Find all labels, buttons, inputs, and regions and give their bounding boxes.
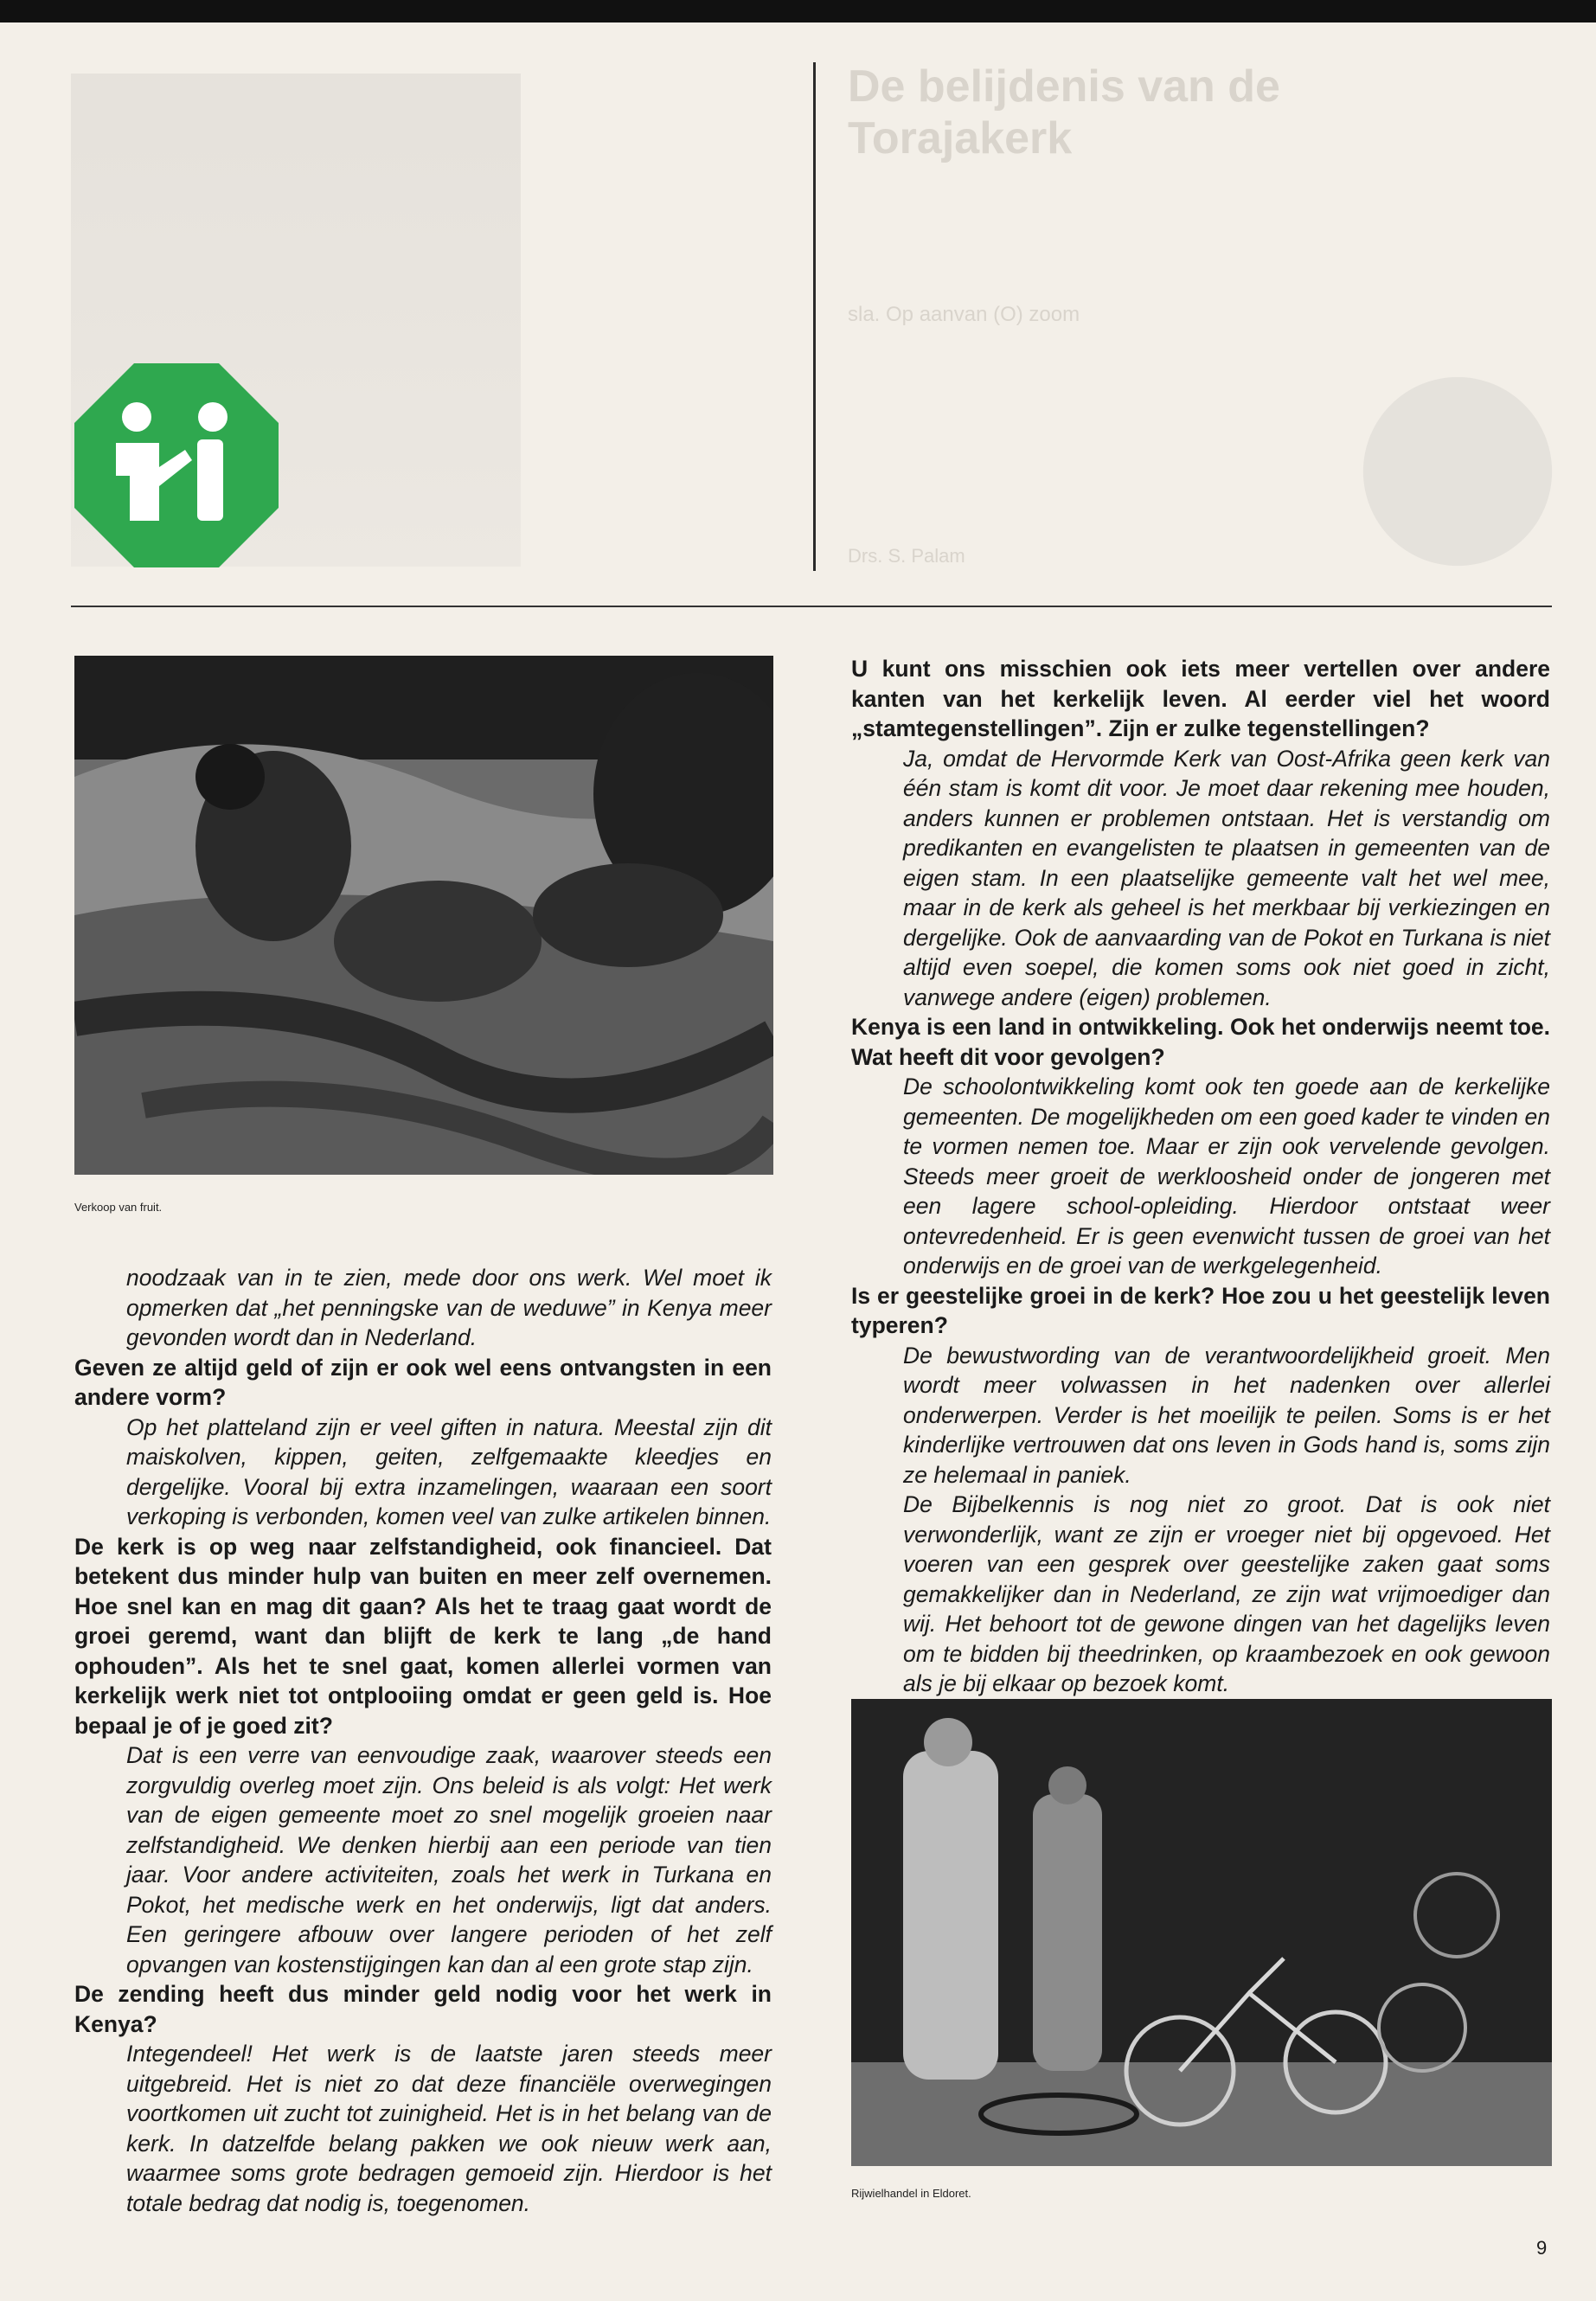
answer-paragraph: De Bijbelkennis is nog niet zo groot. Dat is ook niet verwonderlijk, want ze zijn er vroeger niet bij opgevoed. Het voeren van een gesprek over geestelijke zaken gaat soms gemakkelijker dan in Nederland, ze zijn wat vrijmoediger dan wij. Het behoort tot de gewone dingen van het dagelijks leven om te bidden bij theedrinken, op kraambezoek en ook gewoon als je bij elkaar op bezoek komt. <box>903 1491 1550 1696</box>
ghost-subtitle: sla. Op aanvan (O) zoom <box>848 303 1080 326</box>
figure-logo-icon <box>74 363 279 567</box>
answer-paragraph: Ja, omdat de Hervormde Kerk van Oost-Afrika geen kerk van één stam is komt dit voor. Je moet daar rekening mee houden, anders kunnen er problemen ontstaan. Het is verstandig om predikanten en evangelisten te plaatsen in gemeenten van de eigen stam. In een plaatselijke gemeente valt het wel mee, maar in de kerk als geheel is het merkbaar bij verkiezingen en dergelijke. Ook de aanvaarding van de Pokot en Turkana is niet altijd even soepel, die komen soms ook niet goed in zicht, vanwege andere (eigen) problemen. <box>903 745 1550 1010</box>
answer-paragraph: Dat is een verre van eenvoudige zaak, waarover steeds een zorgvuldig overleg moet zijn. Ons beleid is als volgt: Het werk van de eigen gemeente moet zo snel mogelijk groeien naar zelfstandigheid. We denken hierbij aan een periode van tien jaar. Voor andere activiteiten, zoals het werk in Turkana en Pokot, het medische werk en het onderwijs, ligt dat anders. Een geringere afbouw over langere perioden of het zelf opvangen van kostenstijgingen kan dan al een grote stap zijn. <box>126 1742 772 1977</box>
right-column <box>851 654 1550 1699</box>
question-paragraph: De zending heeft dus minder geld nodig voor het werk in Kenya? <box>74 1981 772 2037</box>
header-divider-vertical <box>813 62 816 571</box>
question-paragraph: Geven ze altijd geld of zijn er ook wel eens ontvangsten in een andere vorm? <box>74 1354 772 1410</box>
question-paragraph: De kerk is op weg naar zelfstandigheid, ook financieel. Dat betekent dus minder hulp van buiten en meer zelf overnemen. Hoe snel kan en mag dit gaan? Als het te traag gaat wordt de groei geremd, want dan blijft de kerk te lang „de hand ophouden”. Als het te snel gaat, komen allerlei vormen van kerkelijk werk niet tot ontplooiing omdat er geen geld is. Hoe bepaal je of je goed zit? <box>74 1533 772 1739</box>
bicycle-shop-photo <box>851 1699 1552 2166</box>
header-divider-horizontal <box>71 606 1552 607</box>
photo-caption: Rijwielhandel in Eldoret. <box>851 2187 971 2200</box>
fruit-market-photo <box>74 656 773 1175</box>
photo-caption: Verkoop van fruit. <box>74 1201 163 1214</box>
answer-paragraph: Op het platteland zijn er veel giften in natura. Meestal zijn dit maiskolven, kippen, geiten, zelfgemaakte kleedjes en dergelijke. Vooral bij extra inzamelingen, waaraan een soort verkoping is verbonden, komen veel van zulke artikelen binnen. <box>126 1413 772 1529</box>
left-column <box>74 1263 772 2218</box>
answer-paragraph: De schoolontwikkeling komt ook ten goede aan de kerkelijke gemeenten. De mogelijkheden om een goed kader te vinden en te vormen nemen toe. Maar er zijn ook vervelende gevolgen. Steeds meer groeit de werkloosheid onder de jongeren met een lagere school-opleiding. Hierdoor ontstaat weer ontevredenheid. Er is geen evenwicht tussen de groei van het onderwijs en de groei van de werkgelegenheid. <box>903 1074 1550 1279</box>
answer-paragraph: noodzaak van in te zien, mede door ons werk. Wel moet ik opmerken dat „het penningske van de weduwe” in Kenya meer gevonden wordt dan in Nederland. <box>126 1265 772 1350</box>
page-number: 9 <box>1536 2237 1548 2259</box>
ghost-author: Drs. S. Palam <box>848 545 965 567</box>
answer-paragraph: Integendeel! Het werk is de laatste jaren steeds meer uitgebreid. Het is niet zo dat deze financiële overwegingen voortkomen uit zucht tot zuinigheid. Het is in het belang van de kerk. In datzelfde belang pakken we ook nieuw werk aan, waarmee soms grote bedragen gemoeid zijn. Hierdoor is het totale bedrag dat nodig is, toegenomen. <box>126 2041 772 2216</box>
answer-paragraph: De bewustwording van de verantwoordelijkheid groeit. Men wordt meer volwassen in het nadenken over allerlei onderwerpen. Verder is het moeilijk te peilen. Soms is er het kinderlijke vertrouwen dat ons leven in Gods hand is, soms zijn ze helemaal in paniek. <box>903 1342 1550 1488</box>
question-paragraph: U kunt ons misschien ook iets meer vertellen over andere kanten van het kerkelijk leven. Al eerder viel het woord „stamtegenstellingen”. Zijn er zulke tegenstellingen? <box>851 656 1550 741</box>
question-paragraph: Kenya is een land in ontwikkeling. Ook het onderwijs neemt toe. Wat heeft dit voor gevolgen? <box>851 1014 1550 1070</box>
top-black-bar <box>0 0 1596 22</box>
ghost-article-title: De belijdenis van de Torajakerk <box>848 61 1280 163</box>
ghost-logo-icon <box>1358 372 1557 571</box>
question-paragraph: Is er geestelijke groei in de kerk? Hoe zou u het geestelijk leven typeren? <box>851 1282 1550 1338</box>
